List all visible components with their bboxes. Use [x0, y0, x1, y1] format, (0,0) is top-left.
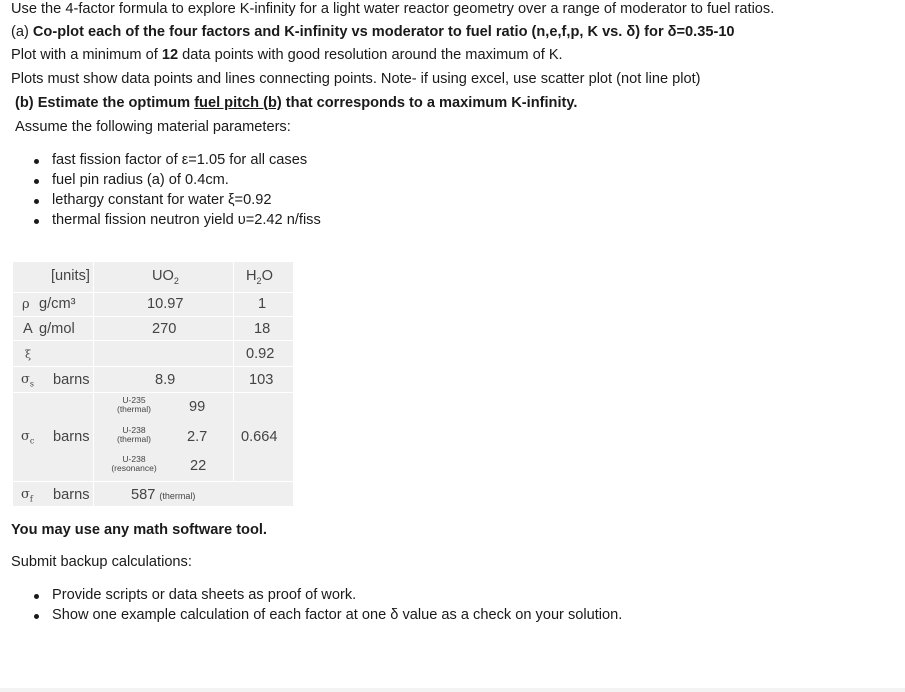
data-points-line [11, 47, 563, 63]
a-unit: g/mol [39, 321, 75, 337]
part-b [15, 95, 577, 111]
sigma-s-char: σ [21, 372, 30, 387]
sigma-f-sub: f [29, 494, 33, 504]
h2o-header-h: H [246, 268, 257, 284]
part-b-post: that corresponds to a maximum K-infinity. [281, 95, 578, 111]
h2o-header-sub: 2 [256, 275, 262, 286]
submit-item: Provide scripts or data sheets as proof of work. [33, 587, 622, 607]
submit-list [33, 587, 622, 627]
sigma-s-sub: s [29, 379, 34, 389]
isotope-kind: (resonance) [111, 463, 157, 473]
xi-symbol: ξ [25, 348, 32, 361]
intro-line: Use the 4-factor formula to explore K-infinity for a light water reactor geometry over a range of moderator to fuel ratios. [11, 1, 775, 17]
sigma-c-h2o: 0.664 [241, 429, 278, 445]
uo2-header-sub: 2 [173, 275, 179, 286]
param-item: thermal fission neutron yield υ=2.42 n/fiss [33, 212, 321, 232]
sigma-s-h2o: 103 [249, 372, 274, 388]
isotope-name: U-238 [122, 454, 146, 464]
materials-table [13, 262, 293, 506]
sigma-c-symbol [21, 429, 34, 446]
a-h2o: 18 [254, 321, 271, 337]
rho-symbol: ρ [22, 297, 30, 312]
capture-value: 2.7 [187, 429, 208, 445]
capture-value: 22 [190, 458, 207, 474]
sigma-f-note: (thermal) [159, 491, 196, 501]
submit-item: Show one example calculation of each factor at one δ value as a check on your solution. [33, 607, 622, 627]
bottom-divider [0, 688, 905, 692]
sigma-s-uo2: 8.9 [155, 372, 176, 388]
rho-h2o: 1 [258, 296, 267, 312]
uo2-header-text: UO [152, 268, 174, 284]
param-item: fuel pin radius (a) of 0.4cm. [33, 172, 321, 192]
sigma-f-value [131, 487, 195, 503]
xi-h2o: 0.92 [246, 346, 275, 362]
uo2-header [152, 268, 179, 286]
a-uo2: 270 [152, 321, 177, 337]
data-points-post: data points with good resolution around the maximum of K. [178, 47, 563, 63]
math-tool-note: You may use any math software tool. [11, 522, 267, 538]
h2o-header-o: O [261, 268, 273, 284]
sigma-f-char: σ [21, 487, 30, 502]
isotope-kind: (thermal) [116, 434, 151, 444]
assume-line: Assume the following material parameters: [15, 119, 291, 135]
sigma-c-char: σ [21, 429, 30, 444]
part-b-pre: (b) Estimate the optimum [15, 95, 195, 111]
data-points-count: 12 [161, 47, 179, 63]
isotope-name: U-238 [122, 425, 146, 435]
isotope-name: U-235 [122, 395, 146, 405]
h2o-header [246, 268, 273, 286]
sigma-f-number: 587 [131, 487, 156, 503]
isotope-kind: (thermal) [116, 404, 151, 414]
sigma-f-symbol [21, 487, 33, 504]
data-points-pre: Plot with a minimum of [11, 47, 162, 63]
plot-note: Plots must show data points and lines connecting points. Note- if using excel, use scatter plot (not line plot) [11, 71, 701, 87]
sigma-c-unit: barns [53, 429, 90, 445]
a-symbol: A [23, 321, 33, 337]
part-a-text: Co-plot each of the four factors and K-infinity vs moderator to fuel ratio (n,e,f,p, K vs. δ) for δ=0.35-10 [32, 24, 735, 40]
units-header: [units] [51, 268, 90, 284]
capture-isotope-label [105, 455, 163, 473]
param-item: fast fission factor of ε=1.05 for all cases [33, 152, 321, 172]
param-item: lethargy constant for water ξ=0.92 [33, 192, 321, 212]
part-a [11, 24, 735, 40]
capture-isotope-label [109, 426, 159, 444]
params-list [33, 152, 321, 232]
rho-unit: g/cm³ [39, 296, 76, 312]
submit-line: Submit backup calculations: [11, 554, 192, 570]
sigma-s-unit: barns [53, 372, 90, 388]
capture-value: 99 [189, 399, 206, 415]
part-a-prefix: (a) [11, 24, 33, 40]
sigma-s-symbol [21, 372, 34, 389]
sigma-f-unit: barns [53, 487, 90, 503]
capture-isotope-label [109, 396, 159, 414]
rho-uo2: 10.97 [147, 296, 184, 312]
sigma-c-sub: c [29, 436, 35, 446]
fuel-pitch-term: fuel pitch (b) [194, 95, 282, 111]
